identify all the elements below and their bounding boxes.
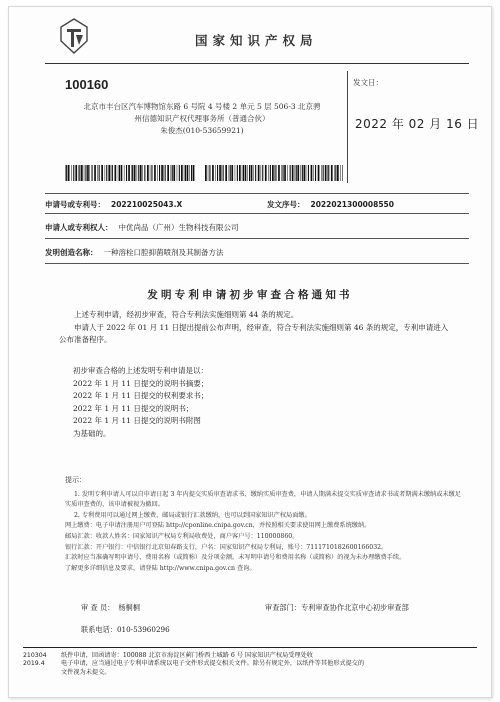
address-line-1: 北京市丰台区汽车博物馆东路 6 号院 4 号楼 2 单元 5 层 506-3 北京骋 bbox=[83, 102, 321, 111]
applicant-row bbox=[45, 222, 239, 233]
basis-intro: 初步审查合格的上述发明专利申请是以： bbox=[73, 366, 208, 375]
table-rule bbox=[45, 213, 469, 214]
issue-date: 2022 年 02 月 16 日 bbox=[355, 117, 480, 131]
applicant-label: 申请人或专利权人： bbox=[45, 223, 113, 232]
basis-item: 2022 年 1 月 11 日提交的说明书附图 bbox=[73, 416, 201, 426]
basis-end: 为基础的。 bbox=[73, 428, 111, 438]
body-paragraph-1: 上述专利申请，经初步审查，符合专利法实施细则第 44 条的规定。 bbox=[74, 310, 299, 319]
body-paragraph-2: 申请人于 2022 年 01 月 11 日提出提前公布声明，经审查，符合专利法实施细则第 46 条的规定，专利申请进入公布准备程序。 bbox=[59, 322, 449, 344]
department-label: 审查部门： bbox=[265, 603, 301, 612]
applicant-name: 中优尚品（广州）生物科技有限公司 bbox=[118, 223, 239, 232]
department-name: 专利审查协作北京中心初步审查部 bbox=[300, 603, 409, 612]
footer-line-3: 文件视为未提交。 bbox=[61, 668, 111, 676]
form-version: 2019.4 bbox=[23, 660, 45, 668]
tip-bank-payment: 银行汇款：开户银行：中信银行北京知春路支行，户名：国家知识产权局专利局，账号：7111710182600166032。 bbox=[65, 543, 388, 551]
form-code bbox=[23, 652, 47, 669]
basis-list bbox=[73, 365, 208, 441]
application-number: 202210025043.X bbox=[111, 200, 183, 209]
address-divider bbox=[347, 71, 348, 183]
tip-more-info: 了解更多详细信息及要求，请登陆 http://www.cnipa.gov.cn 查询。 bbox=[65, 564, 256, 572]
basis-item: 2022 年 1 月 11 日提交的权利要求书； bbox=[73, 391, 209, 401]
footer-line-1: 纸件申请，回函请寄：100088 北京市海淀区蓟门桥西土城路 6 号 国家知识产权局受理处收 bbox=[61, 652, 313, 659]
tips-heading: 提示： bbox=[65, 476, 86, 484]
recipient-address bbox=[65, 101, 339, 137]
notice-document bbox=[8, 6, 492, 698]
tips-section bbox=[65, 475, 461, 574]
notice-body bbox=[59, 309, 455, 347]
examiner bbox=[81, 603, 140, 613]
table-rule bbox=[45, 263, 469, 264]
barcode-right bbox=[205, 165, 343, 181]
footer-instructions bbox=[61, 652, 479, 677]
notice-title: 发明专利申请初步审查合格通知书 bbox=[147, 289, 353, 301]
postal-code: 100160 bbox=[65, 77, 109, 92]
tip-post-payment: 邮局汇款：收款人姓名：国家知识产权局专利局收费处，商户客户号：110000860。 bbox=[65, 532, 299, 540]
invention-title: 一种溶栓口腔抑菌喷剂及其制备方法 bbox=[103, 248, 224, 257]
footer-rule bbox=[23, 647, 477, 648]
barcode-left bbox=[65, 165, 195, 181]
contact-person: 朱俊杰(010-53659921) bbox=[160, 126, 244, 135]
examining-department bbox=[265, 603, 409, 613]
contact-phone: 联系电话：010-53960296 bbox=[81, 625, 170, 634]
cnipa-logo-icon bbox=[59, 17, 89, 55]
tip-payment-note: 汇款时应当准确写明申请号、费用名称（或简称）及分项金额。未写明申请号和费用名称（或简称）的视为未办理缴费手续。 bbox=[65, 554, 406, 562]
table-rule bbox=[45, 238, 469, 239]
issue-date-label: 发文日： bbox=[353, 78, 383, 87]
document-serial: 2022021300008550 bbox=[310, 200, 394, 209]
header-rule bbox=[45, 63, 469, 64]
invention-label: 发明创造名称： bbox=[45, 248, 98, 257]
tip-online-payment: 网上缴费：电子申请注册用户可登陆 http://cponline.cnipa.gov.cn，并按照相关要求使用网上缴费系统缴纳。 bbox=[65, 522, 371, 530]
table-rule bbox=[45, 193, 469, 194]
basis-item: 2022 年 1 月 11 日提交的说明书摘要； bbox=[73, 378, 209, 388]
tip-item-1: 1. 发明专利申请人可以自申请日起 3 年内提交实质审查请求书、缴纳实质审查费，申请人期满未提交实质审查请求书或者期满未缴纳或未缴足实质审查费的，该申请被视为撤回。 bbox=[65, 490, 461, 509]
application-number-label: 申请号或专利号： bbox=[45, 200, 105, 209]
address-line-2: 州信德知识产权代理事务所（普通合伙） bbox=[134, 114, 270, 123]
document-serial-row bbox=[267, 199, 394, 210]
form-number: 210304 bbox=[23, 652, 47, 659]
application-number-row bbox=[45, 199, 182, 210]
office-name: 国家知识产权局 bbox=[195, 33, 318, 48]
examiner-name: 杨桐桐 bbox=[118, 603, 140, 612]
basis-item: 2022 年 1 月 11 日提交的说明书； bbox=[73, 403, 194, 413]
tip-item-2: 2. 专利费用可以通过网上缴费、邮局或银行汇款缴纳，也可以到国家知识产权局面缴。 bbox=[74, 511, 311, 519]
document-serial-label: 发文序号： bbox=[267, 200, 305, 209]
footer-line-2: 电子申请，应当通过电子专利申请系统以电子文件形式提交相关文件。除另有规定外，以纸件等其他形式提交的 bbox=[61, 660, 365, 668]
examiner-label: 审 查 员： bbox=[81, 603, 115, 612]
invention-row bbox=[45, 247, 224, 258]
